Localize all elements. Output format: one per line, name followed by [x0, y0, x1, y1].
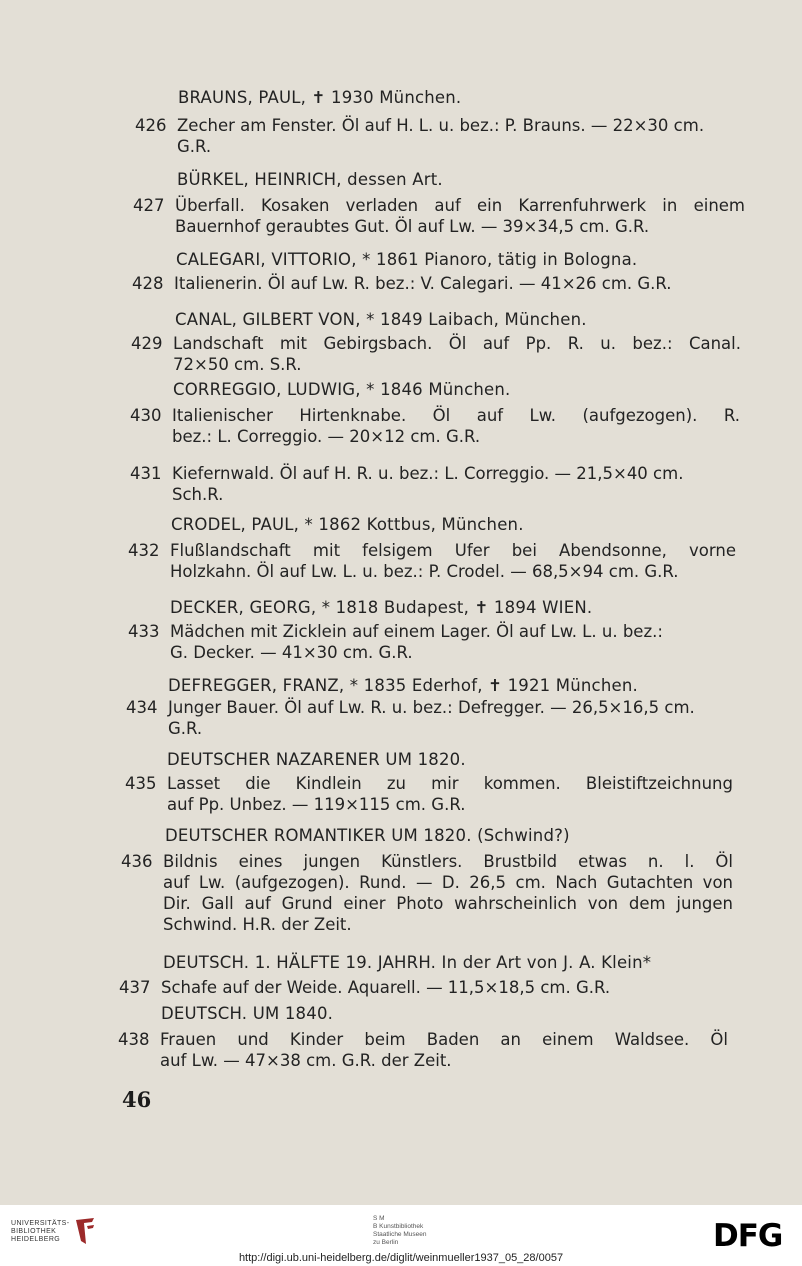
artist-heading: DEUTSCHER ROMANTIKER UM 1820. (Schwind?) [165, 826, 570, 845]
museum-line-1: S M [373, 1215, 385, 1222]
university-library-logo-text[interactable] [11, 1220, 69, 1244]
entry-text-line: Lasset die Kindlein zu mir kommen. Bleistiftzeichnung [167, 774, 733, 793]
entry-text-line: Sch.R. [172, 485, 224, 504]
artist-heading: DEUTSCH. 1. HÄLFTE 19. JAHRH. In der Art von J. A. Klein* [163, 953, 652, 972]
lot-number: 428 [132, 274, 164, 293]
catalog-entry [128, 621, 738, 663]
lot-number: 429 [131, 334, 163, 353]
entry-text-line: Kiefernwald. Öl auf H. R. u. bez.: L. Correggio. — 21,5×40 cm. [172, 464, 684, 483]
entry-text-line: G.R. [177, 137, 212, 156]
entry-text-line: bez.: L. Correggio. — 20×12 cm. G.R. [172, 427, 481, 446]
lot-number: 436 [121, 852, 153, 871]
entry-text-line: Dir. Gall auf Grund einer Photo wahrscheinlich von dem jungen [163, 894, 733, 913]
lot-number: 435 [125, 774, 157, 793]
catalog-entry [130, 405, 740, 447]
catalog-entry [118, 1029, 728, 1071]
catalog-entry [130, 463, 740, 505]
entry-text-line: Mädchen mit Zicklein auf einem Lager. Öl auf Lw. L. u. bez.: [170, 622, 663, 641]
artist-heading: DEUTSCHER NAZARENER UM 1820. [167, 750, 466, 769]
entry-text-line: Italienerin. Öl auf Lw. R. bez.: V. Calegari. — 41×26 cm. G.R. [174, 274, 672, 293]
lot-number: 434 [126, 698, 158, 717]
catalog-entry [128, 540, 736, 582]
entry-text-line: Landschaft mit Gebirgsbach. Öl auf Pp. R. u. bez.: Canal. [173, 334, 741, 353]
dfg-logo[interactable]: DFG [713, 1218, 783, 1254]
catalog-entry [132, 273, 740, 294]
entry-text-line: Bauernhof geraubtes Gut. Öl auf Lw. — 39×34,5 cm. G.R. [175, 217, 650, 236]
entry-text-line: Schwind. H.R. der Zeit. [163, 915, 352, 934]
artist-heading: DEUTSCH. UM 1840. [161, 1004, 334, 1023]
catalog-entry [131, 333, 741, 375]
lot-number: 426 [135, 116, 167, 135]
university-line-3: HEIDELBERG [11, 1236, 61, 1243]
museum-line-2: B Kunstbibliothek [373, 1223, 424, 1230]
lot-number: 433 [128, 622, 160, 641]
catalog-entry [125, 773, 733, 815]
artist-heading: CRODEL, PAUL, * 1862 Kottbus, München. [171, 515, 524, 534]
catalog-entry [126, 697, 736, 739]
entry-text-line: auf Pp. Unbez. — 119×115 cm. G.R. [167, 795, 466, 814]
entry-text-line: 72×50 cm. S.R. [173, 355, 302, 374]
museum-logo-text[interactable] [373, 1215, 426, 1247]
entry-text-line: G. Decker. — 41×30 cm. G.R. [170, 643, 413, 662]
permalink-url[interactable]: http://digi.ub.uni-heidelberg.de/diglit/weinmueller1937_05_28/0057 [238, 1252, 564, 1264]
artist-heading: BÜRKEL, HEINRICH, dessen Art. [177, 170, 443, 189]
entry-text-line: Junger Bauer. Öl auf Lw. R. u. bez.: Defregger. — 26,5×16,5 cm. [168, 698, 695, 717]
lot-number: 427 [133, 196, 165, 215]
entry-text-line: auf Lw. — 47×38 cm. G.R. der Zeit. [160, 1051, 452, 1070]
lot-number: 431 [130, 464, 162, 483]
lot-number: 430 [130, 406, 162, 425]
artist-heading: DEFREGGER, FRANZ, * 1835 Ederhof, ✝ 1921 München. [168, 676, 638, 695]
entry-text-line: Flußlandschaft mit felsigem Ufer bei Abendsonne, vorne [170, 541, 736, 560]
entry-text-line: Schafe auf der Weide. Aquarell. — 11,5×18,5 cm. G.R. [161, 978, 611, 997]
artist-heading: DECKER, GEORG, * 1818 Budapest, ✝ 1894 WIEN. [170, 598, 593, 617]
lot-number: 437 [119, 978, 151, 997]
entry-text-line: Holzkahn. Öl auf Lw. L. u. bez.: P. Crodel. — 68,5×94 cm. G.R. [170, 562, 679, 581]
entry-text-line: G.R. [168, 719, 203, 738]
lot-number: 438 [118, 1030, 150, 1049]
entry-text-line: Überfall. Kosaken verladen auf ein Karrenfuhrwerk in einem [175, 196, 745, 215]
catalog-entry [121, 851, 733, 935]
museum-line-3: Staatliche Museen [373, 1231, 427, 1238]
artist-heading: CALEGARI, VITTORIO, * 1861 Pianoro, tätig in Bologna. [176, 250, 638, 269]
page-number: 46 [122, 1087, 152, 1112]
entry-text-line: Zecher am Fenster. Öl auf H. L. u. bez.: P. Brauns. — 22×30 cm. [177, 116, 705, 135]
artist-heading: CANAL, GILBERT VON, * 1849 Laibach, München. [175, 310, 587, 329]
catalog-entry [135, 115, 753, 157]
university-logo-icon[interactable] [72, 1216, 98, 1246]
university-line-2: BIBLIOTHEK [11, 1228, 57, 1235]
lot-number: 432 [128, 541, 160, 560]
catalog-entry [119, 977, 727, 998]
catalog-entry [133, 195, 745, 237]
entry-text-line: Bildnis eines jungen Künstlers. Brustbild etwas n. l. Öl [163, 852, 733, 871]
entry-text-line: Frauen und Kinder beim Baden an einem Waldsee. Öl [160, 1030, 728, 1049]
university-line-1: UNIVERSITÄTS- [11, 1220, 70, 1227]
entry-text-line: Italienischer Hirtenknabe. Öl auf Lw. (aufgezogen). R. [172, 406, 740, 425]
entry-text-line: auf Lw. (aufgezogen). Rund. — D. 26,5 cm. Nach Gutachten von [163, 873, 733, 892]
artist-heading: BRAUNS, PAUL, ✝ 1930 München. [178, 88, 462, 107]
artist-heading: CORREGGIO, LUDWIG, * 1846 München. [173, 380, 511, 399]
museum-line-4: zu Berlin [373, 1239, 399, 1246]
